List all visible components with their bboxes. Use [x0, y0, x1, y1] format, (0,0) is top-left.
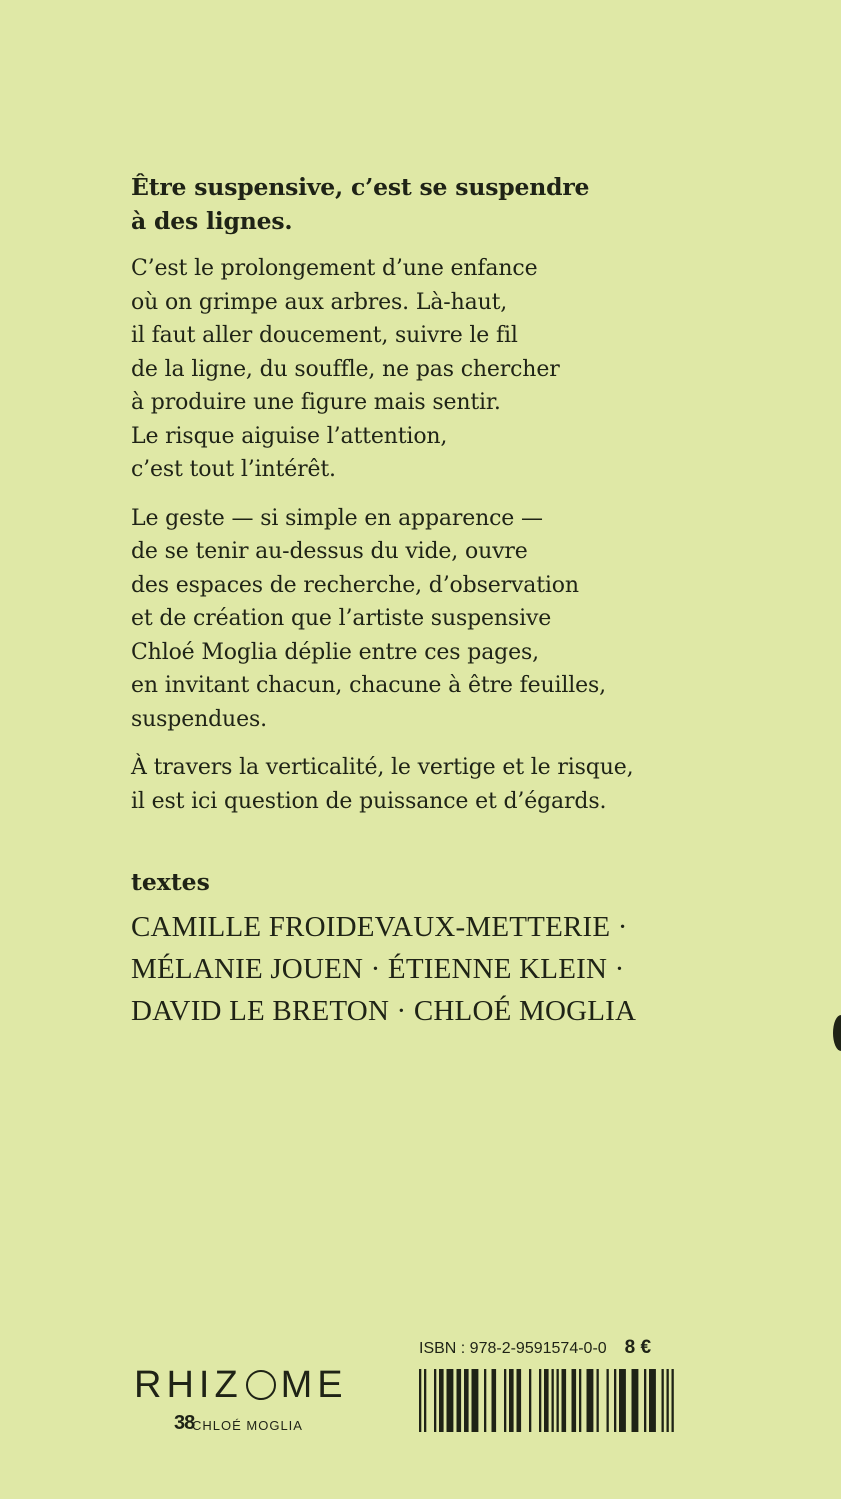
lead-text	[131, 170, 751, 238]
paragraph-3	[131, 751, 751, 818]
paragraph-line: à produire une figure mais sentir.	[131, 390, 501, 415]
isbn-price-line	[419, 1337, 679, 1359]
series-name: CHLOÉ MOGLIA	[192, 1418, 303, 1433]
barcode-bar	[419, 1369, 421, 1432]
series-label	[174, 1412, 374, 1438]
edge-mark-icon	[833, 1015, 841, 1051]
barcode-bar	[552, 1369, 554, 1432]
paragraph-line: en invitant chacun, chacune à être feuilles,	[131, 673, 606, 698]
isbn-text: ISBN : 978-2-9591574-0-0	[419, 1340, 607, 1357]
paragraph-line: de la ligne, du souffle, ne pas chercher	[131, 356, 560, 382]
barcode-bar	[539, 1369, 541, 1432]
paragraph-line: des espaces de recherche, d’observation	[131, 572, 579, 598]
logo-text-start: RHIZ	[134, 1363, 243, 1406]
publisher-logo	[134, 1362, 374, 1438]
barcode-bar	[529, 1369, 531, 1432]
barcode-bar	[607, 1369, 609, 1432]
paragraph-line: Le risque aiguise l’attention,	[131, 423, 448, 449]
authors-list	[131, 906, 751, 1032]
blurb	[131, 170, 751, 1032]
barcode-bar	[649, 1369, 656, 1432]
barcode-bar	[472, 1369, 479, 1432]
paragraph-line: il est ici question de puissance et d’égards.	[131, 788, 607, 814]
paragraph-line: et de création que l’artiste suspensive	[131, 606, 552, 631]
isbn-block	[419, 1337, 679, 1436]
paragraph-line: où on grimpe aux arbres. Là-haut,	[131, 289, 508, 315]
barcode-bar	[667, 1369, 669, 1432]
barcode-bar	[572, 1369, 577, 1432]
barcode-bar	[457, 1369, 462, 1432]
texts-heading: textes	[131, 868, 210, 896]
barcode-bar	[492, 1369, 497, 1432]
price-text: 8 €	[624, 1337, 652, 1358]
barcode-icon	[419, 1369, 674, 1432]
paragraph-line: c’est tout l’intérêt.	[131, 457, 336, 482]
barcode-bar	[424, 1369, 426, 1432]
barcode-bar	[439, 1369, 444, 1432]
barcode-bar	[509, 1369, 514, 1432]
paragraph-line: suspendues.	[131, 706, 267, 732]
barcode-bar	[504, 1369, 506, 1432]
barcode-bar	[614, 1369, 616, 1432]
paragraph-line: C’est le prolongement d’une enfance	[131, 256, 538, 281]
rhizome-wordmark	[134, 1362, 374, 1408]
barcode-bar	[587, 1369, 594, 1432]
barcode-bar	[447, 1369, 454, 1432]
paragraph-2	[131, 502, 751, 737]
paragraph-line: Le geste — si simple en apparence —	[131, 505, 543, 531]
barcode-bar	[557, 1369, 559, 1432]
paragraph-line: de se tenir au-dessus du vide, ouvre	[131, 539, 528, 564]
barcode-bar	[562, 1369, 567, 1432]
paragraph-line: il faut aller doucement, suivre le fil	[131, 323, 518, 348]
barcode-bar	[662, 1369, 664, 1432]
barcode-bar	[632, 1369, 639, 1432]
barcode-bar	[619, 1369, 626, 1432]
series-number: 38	[174, 1412, 195, 1434]
authors-line: CAMILLE FROIDEVAUX-METTERIE ·	[131, 911, 628, 943]
logo-text-end: ME	[280, 1363, 348, 1406]
authors-line: MÉLANIE JOUEN · ÉTIENNE KLEIN ·	[131, 953, 625, 985]
paragraph-line: À travers la verticalité, le vertige et le risque,	[131, 755, 634, 780]
circle-o-icon	[246, 1370, 276, 1400]
lead-line: Être suspensive, c’est se suspendre	[131, 173, 590, 201]
paragraph-1	[131, 252, 751, 487]
paragraph-line: Chloé Moglia déplie entre ces pages,	[131, 639, 539, 665]
barcode-bar	[597, 1369, 599, 1432]
barcode-bar	[544, 1369, 549, 1432]
barcode-bar	[434, 1369, 436, 1432]
barcode-bar	[517, 1369, 522, 1432]
barcode-bar	[484, 1369, 486, 1432]
lead-line: à des lignes.	[131, 207, 293, 235]
barcode-bar	[464, 1369, 469, 1432]
authors-line: DAVID LE BRETON · CHLOÉ MOGLIA	[131, 995, 637, 1027]
barcode-bar	[579, 1369, 581, 1432]
barcode-bar	[672, 1369, 674, 1432]
barcode-bar	[644, 1369, 646, 1432]
